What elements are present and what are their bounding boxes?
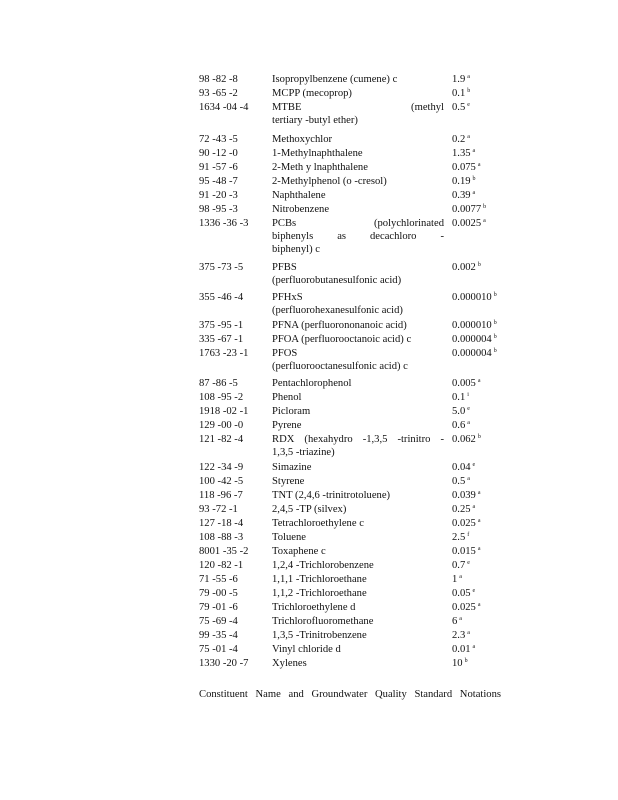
standard-value-cell (452, 489, 481, 502)
notation-superscript: e (467, 102, 470, 108)
cas-number: 108 -95 -2 (199, 392, 244, 403)
standard-value-cell (452, 405, 470, 418)
constituent-name-line: Vinyl chloride d (272, 644, 341, 655)
constituent-name (272, 377, 444, 390)
standard-value: 0.1 (452, 88, 466, 99)
notation-superscript: a (477, 378, 481, 384)
standard-value: 0.01 (452, 644, 471, 655)
standard-value: 1.35 (452, 148, 471, 159)
constituent-name (272, 147, 444, 160)
constituent-name-line: Toluene (272, 532, 306, 543)
standard-value: 0.062 (452, 434, 476, 445)
standard-value-cell (452, 101, 470, 114)
standard-value: 0.04 (452, 462, 471, 473)
standard-value: 0.000010 (452, 292, 492, 303)
standard-value-cell (452, 261, 481, 274)
standard-value: 0.5 (452, 476, 466, 487)
standard-value: 2.5 (452, 532, 466, 543)
constituent-name-line: 1,2,4 -Trichlorobenzene (272, 560, 374, 571)
notation-superscript: b (464, 658, 468, 664)
constituent-name (272, 419, 444, 432)
notation-superscript: b (483, 204, 487, 210)
notation-superscript: a (472, 148, 476, 154)
constituent-name-line: biphenyl) c (272, 244, 320, 255)
constituent-name-line: 2-Meth y lnaphthalene (272, 162, 368, 173)
constituent-name (272, 347, 444, 373)
standard-value-cell (452, 461, 475, 474)
constituent-name-line: PCBs (polychlorinated (272, 218, 444, 229)
constituent-name-line: Trichlorofluoromethane (272, 616, 374, 627)
constituent-name (272, 133, 444, 146)
notation-superscript: i (467, 392, 469, 398)
constituent-name-line: PFOA (perfluorooctanoic acid) c (272, 334, 412, 345)
constituent-name (272, 217, 444, 256)
cas-number: 375 -95 -1 (199, 320, 244, 331)
standard-value: 10 (452, 658, 463, 669)
table-caption: Constituent Name and Groundwater Quality Standard Notations (199, 689, 501, 700)
constituent-name (272, 601, 444, 614)
notation-superscript: a (467, 134, 470, 140)
constituent-name-line: PFHxS (272, 292, 303, 303)
constituent-name (272, 531, 444, 544)
standard-value: 0.002 (452, 262, 476, 273)
cas-number: 120 -82 -1 (199, 560, 244, 571)
standard-value-cell (452, 347, 497, 360)
standard-value-cell (452, 291, 497, 304)
standard-value-cell (452, 419, 470, 432)
constituent-name-line: PFBS (272, 262, 297, 273)
notation-superscript: e (472, 588, 476, 594)
cas-number: 79 -01 -6 (199, 602, 238, 613)
standard-value-cell (452, 391, 469, 404)
constituent-name (272, 517, 444, 530)
standard-value: 0.075 (452, 162, 476, 173)
constituent-name-line: Simazine (272, 462, 312, 473)
notation-superscript: a (477, 546, 481, 552)
standard-value-cell (452, 503, 475, 516)
standard-value: 6 (452, 616, 458, 627)
standard-value: 0.6 (452, 420, 466, 431)
standard-value: 0.000004 (452, 334, 492, 345)
constituent-name (272, 203, 444, 216)
constituent-name-line: Isopropylbenzene (cumene) c (272, 74, 398, 85)
standard-value: 0.05 (452, 588, 471, 599)
constituent-name-line: 1,1,2 -Trichloroethane (272, 588, 367, 599)
standard-value: 0.000010 (452, 320, 492, 331)
cas-number: 127 -18 -4 (199, 518, 244, 529)
standard-value: 0.1 (452, 392, 466, 403)
cas-number: 8001 -35 -2 (199, 546, 249, 557)
cas-number: 129 -00 -0 (199, 420, 244, 431)
constituent-name (272, 573, 444, 586)
notation-superscript: a (467, 476, 470, 482)
constituent-name (272, 261, 444, 287)
constituent-name-line: Tetrachloroethylene c (272, 518, 364, 529)
notation-superscript: a (472, 504, 476, 510)
notation-superscript: b (467, 88, 471, 94)
constituent-name-line: 2,4,5 -TP (silvex) (272, 504, 347, 515)
constituent-name (272, 657, 444, 670)
standard-value: 0.0077 (452, 204, 482, 215)
notation-superscript: a (483, 218, 486, 224)
constituent-name (272, 319, 444, 332)
standard-value-cell (452, 517, 481, 530)
constituent-name (272, 73, 444, 86)
constituent-name-line: biphenyls as decachloro - (272, 231, 444, 242)
standard-value-cell (452, 87, 470, 100)
standard-value: 0.025 (452, 518, 476, 529)
standard-value-cell (452, 203, 486, 216)
standard-value-cell (452, 601, 481, 614)
standard-value-cell (452, 433, 481, 446)
standard-value-cell (452, 319, 497, 332)
cas-number: 87 -86 -5 (199, 378, 238, 389)
constituent-name (272, 291, 444, 317)
constituent-name-line: Picloram (272, 406, 311, 417)
cas-number: 1918 -02 -1 (199, 406, 249, 417)
constituent-name-line: Styrene (272, 476, 305, 487)
constituent-name-line: Pentachlorophenol (272, 378, 352, 389)
notation-superscript: a (459, 574, 462, 580)
constituent-name-line: Methoxychlor (272, 134, 333, 145)
constituent-name-line: Toxaphene c (272, 546, 326, 557)
constituent-name (272, 615, 444, 628)
notation-superscript: b (493, 348, 497, 354)
constituent-name-line: RDX (hexahydro -1,3,5 -trinitro - (272, 434, 444, 445)
cas-number: 91 -20 -3 (199, 190, 238, 201)
standard-value-cell (452, 531, 469, 544)
standard-value: 1 (452, 574, 458, 585)
constituent-name (272, 629, 444, 642)
cas-number: 98 -82 -8 (199, 74, 238, 85)
standard-value-cell (452, 147, 475, 160)
notation-superscript: a (477, 602, 481, 608)
standard-value: 0.7 (452, 560, 466, 571)
notation-superscript: b (493, 334, 497, 340)
standard-value-cell (452, 377, 481, 390)
notation-superscript: a (477, 490, 481, 496)
constituent-name (272, 433, 444, 459)
standard-value-cell (452, 73, 470, 86)
standard-value-cell (452, 133, 470, 146)
cas-number: 98 -95 -3 (199, 204, 238, 215)
standard-value: 5.0 (452, 406, 466, 417)
notation-superscript: e (467, 560, 470, 566)
cas-number: 118 -96 -7 (199, 490, 243, 501)
constituent-name-line: TNT (2,4,6 -trinitrotoluene) (272, 490, 391, 501)
constituent-name-line: PFNA (perfluorononanoic acid) (272, 320, 407, 331)
constituent-name-line: 1,3,5 -triazine) (272, 447, 335, 458)
notation-superscript: a (472, 190, 476, 196)
notation-superscript: a (459, 616, 462, 622)
cas-number: 355 -46 -4 (199, 292, 244, 303)
constituent-name (272, 489, 444, 502)
constituent-name-line: 1-Methylnaphthalene (272, 148, 363, 159)
constituent-name-line: tertiary -butyl ether) (272, 115, 358, 126)
constituent-name-line: Phenol (272, 392, 302, 403)
standard-value-cell (452, 217, 486, 230)
standard-value: 1.9 (452, 74, 466, 85)
standard-value: 0.0025 (452, 218, 482, 229)
notation-superscript: a (467, 630, 470, 636)
constituent-name-line: (perfluorooctanesulfonic acid) c (272, 361, 408, 372)
notation-superscript: e (472, 462, 476, 468)
constituent-name (272, 189, 444, 202)
constituent-name (272, 475, 444, 488)
cas-number: 95 -48 -7 (199, 176, 238, 187)
constituent-name-line: MCPP (mecoprop) (272, 88, 352, 99)
cas-number: 79 -00 -5 (199, 588, 238, 599)
standard-value-cell (452, 545, 481, 558)
constituent-name-line: Nitrobenzene (272, 204, 330, 215)
standard-value-cell (452, 189, 475, 202)
cas-number: 375 -73 -5 (199, 262, 244, 273)
cas-number: 72 -43 -5 (199, 134, 238, 145)
standard-value-cell (452, 643, 475, 656)
constituent-name (272, 559, 444, 572)
constituent-name-line: 1,1,1 -Trichloroethane (272, 574, 367, 585)
constituent-name (272, 405, 444, 418)
standard-value: 0.25 (452, 504, 471, 515)
notation-superscript: f (467, 532, 470, 538)
standard-value: 0.025 (452, 602, 476, 613)
notation-superscript: b (472, 176, 476, 182)
standard-value: 0.039 (452, 490, 476, 501)
cas-number: 1763 -23 -1 (199, 348, 249, 359)
cas-number: 71 -55 -6 (199, 574, 238, 585)
cas-number: 1336 -36 -3 (199, 218, 249, 229)
cas-number: 75 -69 -4 (199, 616, 238, 627)
standard-value-cell (452, 657, 468, 670)
notation-superscript: a (477, 518, 481, 524)
standard-value: 0.5 (452, 102, 466, 113)
cas-number: 75 -01 -4 (199, 644, 238, 655)
constituent-name-line: (perfluorohexanesulfonic acid) (272, 305, 403, 316)
constituent-name (272, 461, 444, 474)
standard-value: 0.015 (452, 546, 476, 557)
standard-value: 0.000004 (452, 348, 492, 359)
standard-value-cell (452, 559, 470, 572)
standard-value: 0.2 (452, 134, 466, 145)
constituent-name-line: 2-Methylphenol (o -cresol) (272, 176, 387, 187)
standard-value: 2.3 (452, 630, 466, 641)
cas-number: 93 -65 -2 (199, 88, 238, 99)
cas-number: 108 -88 -3 (199, 532, 244, 543)
constituent-name-line: MTBE (methyl (272, 102, 444, 113)
notation-superscript: b (477, 434, 481, 440)
constituent-name (272, 545, 444, 558)
notation-superscript: a (477, 162, 481, 168)
constituent-name (272, 391, 444, 404)
constituent-name-line: PFOS (272, 348, 298, 359)
notation-superscript: a (467, 420, 470, 426)
constituent-name (272, 503, 444, 516)
constituent-name-line: Naphthalene (272, 190, 326, 201)
cas-number: 99 -35 -4 (199, 630, 238, 641)
cas-number: 100 -42 -5 (199, 476, 244, 487)
cas-number: 335 -67 -1 (199, 334, 244, 345)
notation-superscript: b (477, 262, 481, 268)
cas-number: 90 -12 -0 (199, 148, 238, 159)
cas-number: 93 -72 -1 (199, 504, 238, 515)
standard-value: 0.19 (452, 176, 471, 187)
cas-number: 1330 -20 -7 (199, 658, 249, 669)
constituent-name-line: Pyrene (272, 420, 302, 431)
notation-superscript: a (467, 74, 470, 80)
cas-number: 1634 -04 -4 (199, 102, 249, 113)
constituent-name-line: 1,3,5 -Trinitrobenzene (272, 630, 367, 641)
standard-value-cell (452, 587, 475, 600)
notation-superscript: a (472, 644, 476, 650)
standard-value-cell (452, 573, 462, 586)
constituent-name (272, 87, 444, 100)
cas-number: 121 -82 -4 (199, 434, 244, 445)
standard-value-cell (452, 629, 470, 642)
notation-superscript: b (493, 292, 497, 298)
constituent-name (272, 175, 444, 188)
constituent-name (272, 161, 444, 174)
standard-value-cell (452, 615, 462, 628)
standard-value-cell (452, 475, 470, 488)
constituent-name (272, 643, 444, 656)
cas-number: 122 -34 -9 (199, 462, 244, 473)
constituent-name (272, 101, 444, 127)
standard-value-cell (452, 161, 481, 174)
constituent-name (272, 333, 444, 346)
standard-value-cell (452, 175, 476, 188)
constituent-name-line: Xylenes (272, 658, 307, 669)
standard-value: 0.005 (452, 378, 476, 389)
cas-number: 91 -57 -6 (199, 162, 238, 173)
standard-value: 0.39 (452, 190, 471, 201)
notation-superscript: b (493, 320, 497, 326)
constituent-name-line: Trichloroethylene d (272, 602, 356, 613)
notation-superscript: e (467, 406, 470, 412)
constituent-name (272, 587, 444, 600)
constituent-name-line: (perfluorobutanesulfonic acid) (272, 275, 402, 286)
standard-value-cell (452, 333, 497, 346)
